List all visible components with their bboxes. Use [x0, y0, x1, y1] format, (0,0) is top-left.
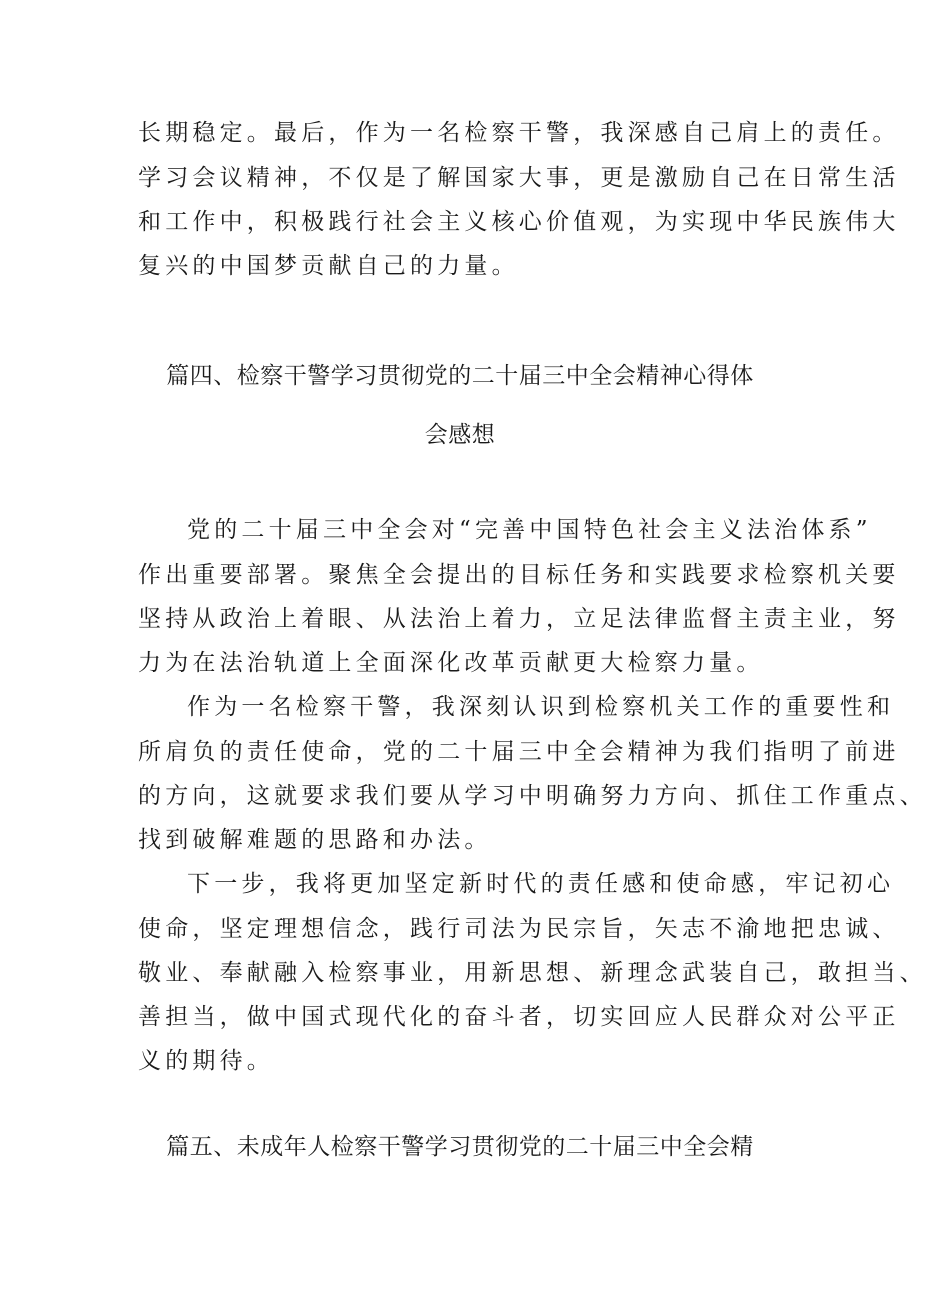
text-line: 坚持从政治上着眼、从法治上着力，立足法律监督主责主业，努: [138, 606, 900, 632]
text-line: 所肩负的责任使命，党的二十届三中全会精神为我们指明了前进: [138, 739, 900, 765]
text-line: 下一步，我将更加坚定新时代的责任感和使命感，牢记初心: [187, 871, 895, 897]
text-line: 学习会议精神，不仅是了解国家大事，更是激励自己在日常生活: [138, 165, 900, 191]
text-line: 找到破解难题的思路和办法。: [138, 827, 492, 853]
text-line: 复兴的中国梦贡献自己的力量。: [138, 253, 519, 279]
section-heading-continued: 会感想: [424, 422, 496, 448]
text-line: 作为一名检察干警，我深刻认识到检察机关工作的重要性和: [187, 694, 895, 720]
text-line: 党的二十届三中全会对“完善中国特色社会主义法治体系”: [187, 517, 872, 543]
text-line: 力为在法治轨道上全面深化改革贡献更大检察力量。: [138, 650, 764, 676]
text-line: 善担当，做中国式现代化的奋斗者，切实回应人民群众对公平正: [138, 1004, 900, 1030]
text-line: 和工作中，积极践行社会主义核心价值观，为实现中华民族伟大: [138, 209, 900, 235]
text-line: 使命，坚定理想信念，践行司法为民宗旨，矢志不渝地把忠诚、: [138, 916, 900, 942]
text-line: 作出重要部署。聚焦全会提出的目标任务和实践要求检察机关要: [138, 562, 900, 588]
text-line: 义的期待。: [138, 1048, 274, 1074]
text-line: 长期稳定。最后，作为一名检察干警，我深感自己肩上的责任。: [138, 120, 900, 146]
text-line: 的方向，这就要求我们要从学习中明确努力方向、抓住工作重点、: [138, 783, 927, 809]
section-heading: 篇四、检察干警学习贯彻党的二十届三中全会精神心得体: [166, 363, 754, 389]
text-line: 敬业、奉献融入检察事业，用新思想、新理念武装自己，敢担当、: [138, 960, 927, 986]
section-heading: 篇五、未成年人检察干警学习贯彻党的二十届三中全会精: [166, 1134, 754, 1160]
